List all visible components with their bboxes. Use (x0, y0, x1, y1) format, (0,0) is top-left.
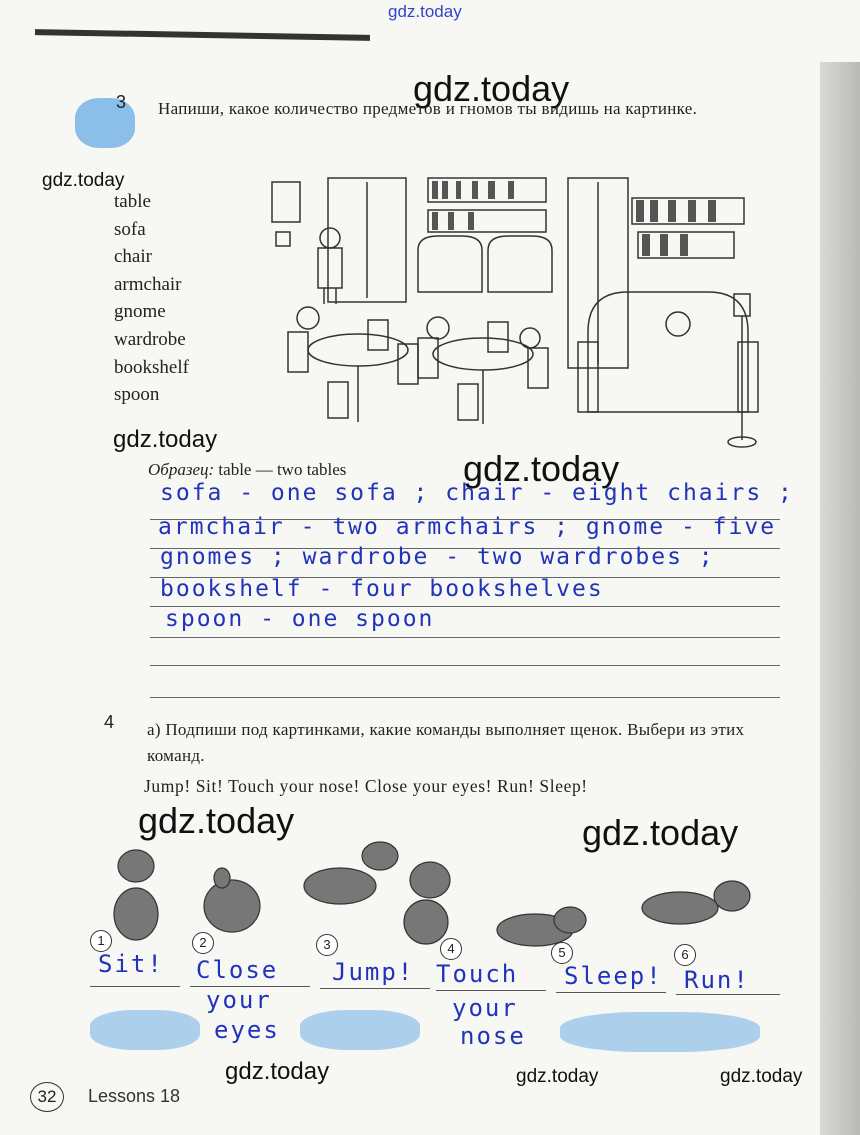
answer-3: Jump! (332, 958, 415, 986)
sample-label: Образец: (148, 460, 215, 479)
page-number: 32 (30, 1082, 64, 1112)
answer-underline (436, 990, 546, 991)
exercise-3-instruction: Напиши, какое количество предметов и гномов ты видишь на картинке. (158, 99, 698, 118)
picture-number: 5 (551, 942, 573, 964)
answer-6: Run! (684, 966, 750, 994)
answer-5: Sleep! (564, 962, 663, 990)
watermark-top: gdz.today (388, 2, 462, 21)
writing-line (150, 697, 780, 698)
answer-underline (90, 986, 180, 987)
sample-row (148, 460, 346, 480)
word-item: bookshelf (114, 356, 189, 378)
word-item: sofa (114, 218, 146, 240)
answer-underline (556, 992, 666, 993)
watermark: gdz.today (225, 1058, 330, 1085)
picture-number: 4 (440, 938, 462, 960)
word-item: chair (114, 246, 152, 268)
watermark: gdz.today (463, 448, 620, 489)
highlight-smudge (560, 1012, 760, 1052)
answer-underline (676, 994, 780, 995)
answer-2: your (206, 986, 272, 1014)
word-item: gnome (114, 301, 166, 323)
watermark: gdz.today (113, 426, 218, 453)
watermark: gdz.today (42, 170, 125, 191)
answer-2: Close (196, 956, 279, 984)
commands-list: Jump! Sit! Touch your nose! Close your eyes! Run! Sleep! (144, 776, 588, 796)
exercise-3-number: 3 (116, 92, 127, 112)
watermark: gdz.today (516, 1066, 599, 1087)
watermark: gdz.today (582, 812, 739, 853)
answer-line: spoon - one spoon (165, 606, 435, 632)
lesson-label: Lessons 18 (88, 1086, 181, 1106)
word-item: armchair (114, 273, 182, 295)
answer-4: Touch (436, 960, 519, 988)
watermark: gdz.today (413, 68, 570, 109)
word-item: spoon (114, 384, 160, 406)
picture-number: 1 (90, 930, 112, 952)
page-binding-shadow (820, 62, 860, 1135)
answer-line: gnomes ; wardrobe - two wardrobes ; (160, 544, 715, 570)
page-top-rule (35, 29, 370, 41)
exercise-4-instruction: а) Подпиши под картинками, какие команды выполняет щенок. Выбери из этих команд. (147, 720, 745, 765)
word-item: table (114, 191, 151, 212)
answer-line: bookshelf - four bookshelves (160, 576, 604, 602)
writing-line (150, 665, 780, 666)
picture-number: 6 (674, 944, 696, 966)
word-list (114, 188, 234, 409)
answer-line: sofa - one sofa ; chair - eight chairs ; (160, 480, 794, 506)
exercise-4-number: 4 (104, 712, 115, 732)
answer-underline (320, 988, 430, 989)
answer-4: nose (460, 1022, 526, 1050)
answer-2: eyes (214, 1016, 280, 1044)
highlight-smudge (90, 1010, 200, 1050)
room-illustration (268, 172, 773, 450)
writing-line (150, 637, 780, 638)
sample-text: table — two tables (218, 460, 347, 479)
watermark: gdz.today (720, 1066, 803, 1087)
answer-line: armchair - two armchairs ; gnome - five (158, 514, 777, 540)
highlight-smudge (300, 1010, 420, 1050)
picture-number: 2 (192, 932, 214, 954)
watermark: gdz.today (138, 800, 295, 841)
word-item: wardrobe (114, 328, 186, 350)
answer-1: Sit! (98, 950, 164, 978)
answer-4: your (452, 994, 518, 1022)
picture-number: 3 (316, 934, 338, 956)
